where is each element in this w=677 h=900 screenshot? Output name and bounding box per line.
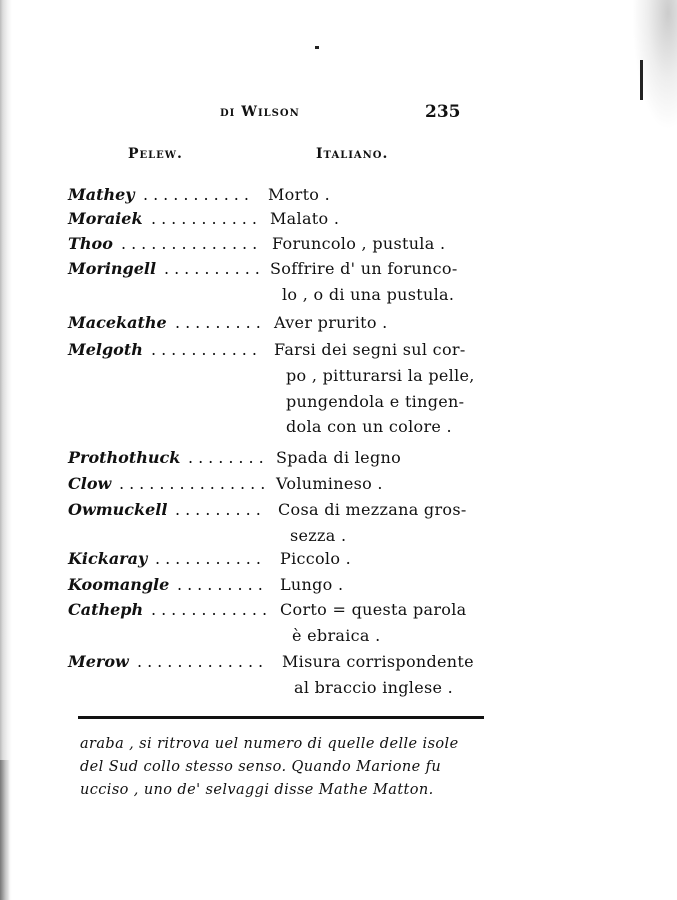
- footnote-line: del Sud collo stesso senso. Quando Marione fu: [80, 759, 442, 775]
- leader-dots: .............: [137, 652, 269, 671]
- entry-gloss: Lungo .: [280, 575, 344, 594]
- entry-gloss-continuation: è ebraica .: [292, 626, 381, 645]
- entry-term: Clow: [68, 474, 112, 493]
- entry-term: Moraiek: [68, 209, 143, 228]
- leader-dots: ..........: [164, 259, 265, 278]
- entry-term: Owmuckell: [68, 500, 168, 519]
- entry-gloss: Soffrire d' un forunco-: [270, 259, 458, 278]
- entry-gloss: Malato .: [270, 209, 340, 228]
- scan-mark: [640, 60, 643, 100]
- leader-dots: ...........: [143, 185, 254, 204]
- entry-gloss-continuation: pungendola e tingen-: [286, 392, 465, 411]
- leader-dots: ...........: [155, 549, 266, 568]
- entry-gloss: Piccolo .: [280, 549, 352, 568]
- entry-term: Moringell: [68, 259, 157, 278]
- entry-term: Merow: [68, 652, 129, 671]
- entry-gloss: Morto .: [268, 185, 330, 204]
- entry-gloss: Foruncolo , pustula .: [272, 234, 446, 253]
- entry-gloss-continuation: al braccio inglese .: [294, 678, 454, 697]
- entry-gloss: Misura corrispondente: [282, 652, 474, 671]
- entry-gloss: Farsi dei segni sul cor-: [274, 340, 466, 359]
- leader-dots: .........: [175, 500, 266, 519]
- column-heading-pelew: Pelew.: [128, 146, 183, 162]
- entry-term: Thoo: [68, 234, 113, 253]
- leader-dots: ........: [188, 448, 269, 467]
- entry-term: Catheph: [68, 600, 144, 619]
- page-number: 235: [425, 102, 461, 122]
- footnote-rule: [78, 716, 484, 719]
- entry-gloss-continuation: lo , o di una pustula.: [282, 285, 455, 304]
- footnote-line: araba , si ritrova uel numero di quelle delle isole: [80, 736, 459, 752]
- entry-gloss-continuation: sezza .: [290, 526, 347, 545]
- column-heading-italiano: Italiano.: [316, 146, 389, 162]
- entry-term: Mathey: [68, 185, 135, 204]
- entry-term: Melgoth: [68, 340, 143, 359]
- entry-gloss: Volumineso .: [276, 474, 383, 493]
- entry-term: Koomangle: [68, 575, 170, 594]
- entry-gloss-continuation: po , pitturarsi la pelle,: [286, 366, 475, 385]
- entry-gloss: Cosa di mezzana gros-: [278, 500, 467, 519]
- scan-speck: [315, 46, 319, 49]
- scan-edge-left: [0, 0, 12, 900]
- entry-gloss-continuation: dola con un colore .: [286, 417, 452, 436]
- running-head: di Wilson: [220, 104, 300, 120]
- leader-dots: ..............: [121, 234, 263, 253]
- footnote-line: ucciso , uno de' selvaggi disse Mathe Matton.: [80, 782, 434, 798]
- entry-gloss: Aver prurito .: [274, 313, 388, 332]
- leader-dots: ...........: [151, 340, 262, 359]
- leader-dots: ............: [151, 600, 273, 619]
- leader-dots: ...........: [151, 209, 262, 228]
- entry-gloss: Corto = questa parola: [280, 600, 467, 619]
- entry-term: Macekathe: [68, 313, 167, 332]
- scan-edge-right: [632, 0, 677, 130]
- entry-gloss: Spada di legno: [276, 448, 402, 467]
- leader-dots: .........: [177, 575, 268, 594]
- leader-dots: .........: [175, 313, 266, 332]
- leader-dots: ...............: [119, 474, 271, 493]
- entry-term: Prothothuck: [68, 448, 181, 467]
- entry-term: Kickaray: [68, 549, 148, 568]
